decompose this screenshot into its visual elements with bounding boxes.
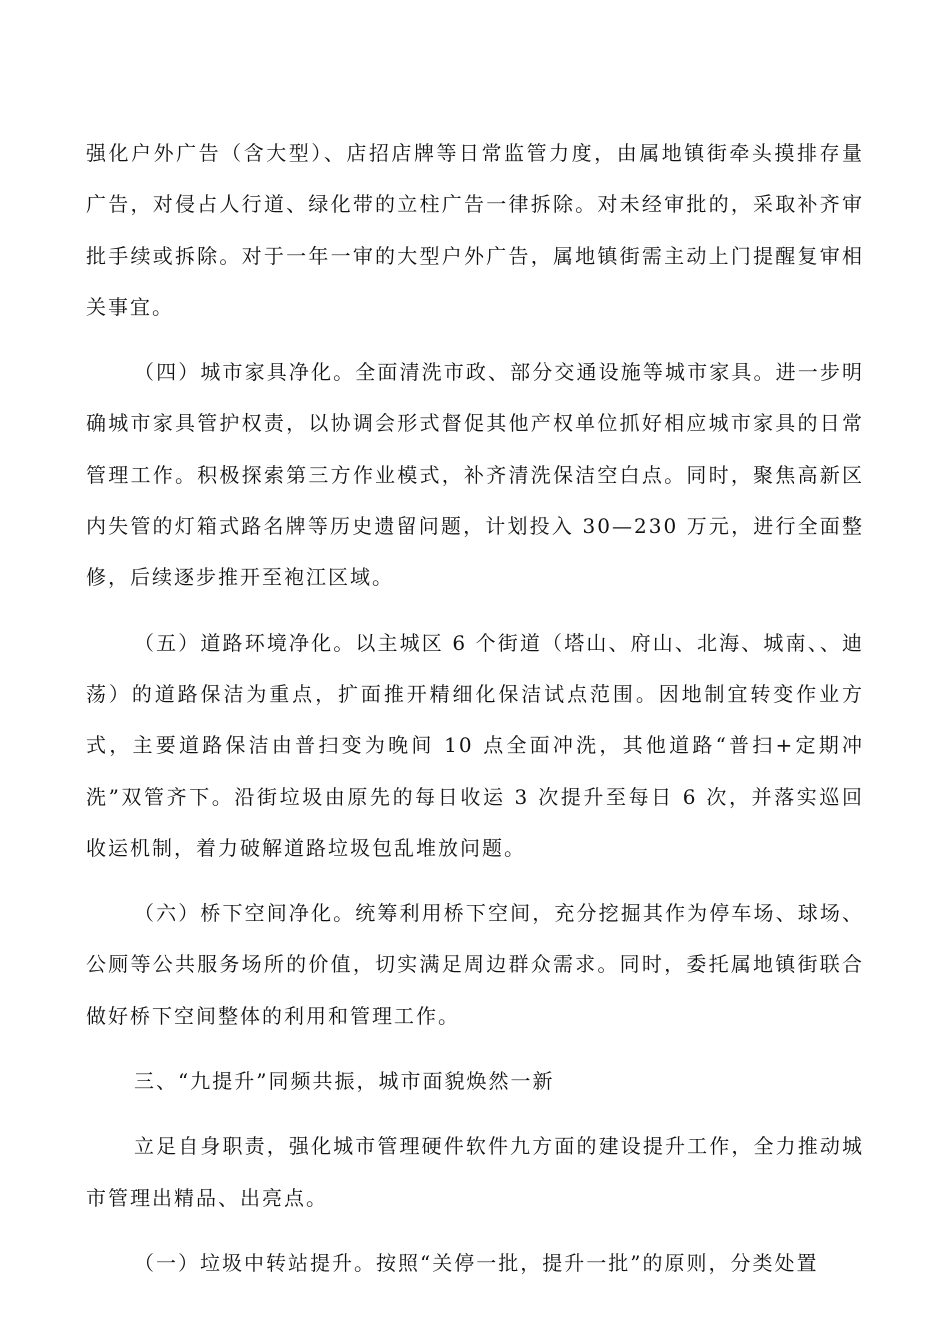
paragraph-section-intro: 立足自身职责，强化城市管理硬件软件九方面的建设提升工作，全力推动城市管理出精品、出亮点。 bbox=[86, 1134, 864, 1210]
document-page bbox=[86, 128, 864, 1303]
section-heading-nine-improvements: 三、“九提升”同频共振，城市面貌焕然一新 bbox=[134, 1069, 555, 1094]
paragraph-city-furniture: （四）城市家具净化。全面清洗市政、部分交通设施等城市家具。进一步明确城市家具管护权责，以协调会形式督促其他产权单位抓好相应城市家具的日常管理工作。积极探索第三方作业模式，补齐清洗保洁空白点。同时，聚焦高新区内失管的灯箱式路名牌等历史遗留问题，计划投入 30—230 万元，进行全面整修，后续逐步推开至袍江区域。 bbox=[86, 360, 864, 590]
paragraph-outdoor-ads: 强化户外广告（含大型）、店招店牌等日常监管力度，由属地镇街牵头摸排存量广告，对侵占人行道、绿化带的立柱广告一律拆除。对未经审批的，采取补齐审批手续或拆除。对于一年一审的大型户外广告，属地镇街需主动上门提醒复审相关事宜。 bbox=[86, 141, 864, 319]
paragraph-road-environment: （五）道路环境净化。以主城区 6 个街道（塔山、府山、北海、城南、、迪荡）的道路保洁为重点，扩面推开精细化保洁试点范围。因地制宜转变作业方式，主要道路保洁由普扫变为晚间 10 点全面冲洗，其他道路“普扫+定期冲洗”双管齐下。沿街垃圾由原先的每日收运 3 次提升至每日 6 次，并落实巡回收运机制，着力破解道路垃圾包乱堆放问题。 bbox=[86, 630, 864, 860]
paragraph-under-bridge: （六）桥下空间净化。统筹利用桥下空间，充分挖掘其作为停车场、球场、公厕等公共服务场所的价值，切实满足周边群众需求。同时，委托属地镇街联合做好桥下空间整体的利用和管理工作。 bbox=[86, 901, 864, 1028]
paragraph-transfer-station: （一）垃圾中转站提升。按照“关停一批，提升一批”的原则，分类处置 bbox=[134, 1250, 819, 1275]
